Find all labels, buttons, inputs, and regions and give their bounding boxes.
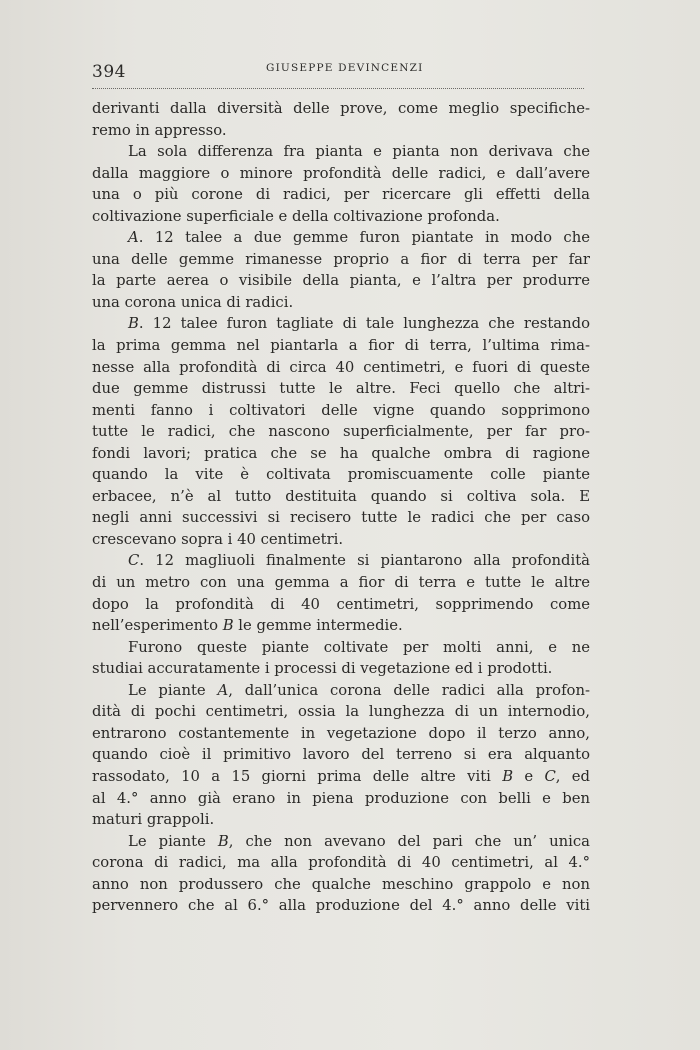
text-line: derivanti dalla diversità delle prove, come meglio specifiche- (92, 100, 590, 117)
text-line: una o più corone di radici, per ricercare gli effetti della (92, 186, 590, 204)
text-line: B. 12 talee furon tagliate di tale lunghezza che restando (128, 315, 590, 333)
text-line: erbacee, n’è al tutto destituita quando si coltiva sola. E (92, 487, 590, 505)
text-line: dalla maggiore o minore profondità delle radici, e dall’avere (92, 164, 590, 182)
running-title: GIUSEPPE DEVINCENZI (266, 62, 424, 74)
text-line: entrarono costantemente in vegetazione dopo il terzo anno, (92, 724, 590, 742)
text-line: nesse alla profondità di circa 40 centimetri, e fuori di queste (92, 358, 590, 376)
text-line: negli anni successivi si recisero tutte le radici che per caso (92, 509, 590, 527)
text-line: coltivazione superficiale e della coltivazione profonda. (92, 207, 500, 225)
text-line: due gemme distrussi tutte le altre. Feci quello che altri- (92, 380, 590, 398)
page-number: 394 (92, 62, 126, 82)
text-line: dità di pochi centimetri, ossia la lunghezza di un internodio, (92, 703, 590, 721)
text-line: corona di radici, ma alla profondità di 40 centimetri, al 4.° (92, 854, 590, 872)
text-line: menti fanno i coltivatori delle vigne quando sopprimono (92, 401, 590, 419)
text-line: crescevano sopra i 40 centimetri. (92, 530, 344, 548)
text-line: quando cioè il primitivo lavoro del terreno si era alquanto (92, 746, 590, 764)
text-line: maturi grappoli. (92, 811, 215, 829)
text-line: una corona unica di radici. (92, 293, 294, 311)
text-line: anno non produssero che qualche meschino grappolo e non (92, 875, 590, 893)
text-line: fondi lavori; pratica che se ha qualche ombra di ragione (92, 444, 590, 462)
text-line: tutte le radici, che nascono superficialmente, per far pro- (92, 423, 590, 441)
text-line: una delle gemme rimanesse proprio a fior di terra per far (92, 250, 590, 268)
text-line: quando la vite è coltivata promiscuamente colle piante (92, 466, 590, 484)
text-line: di un metro con una gemma a fior di terra e tutte le altre (92, 574, 590, 592)
text-line: studiai accuratamente i processi di vegetazione ed i prodotti. (92, 660, 553, 678)
text-line: pervennero che al 6.° alla produzione del 4.° anno delle viti (92, 897, 590, 915)
text-line: La sola differenza fra pianta e pianta non derivava che (128, 143, 590, 161)
text-line: C. 12 magliuoli finalmente si piantarono alla profondità (128, 552, 590, 570)
text-line: dopo la profondità di 40 centimetri, sopprimendo come (92, 595, 590, 613)
text-line: nell’esperimento B le gemme intermedie. (92, 617, 403, 635)
body-text (92, 98, 590, 917)
text-line: al 4.° anno già erano in piena produzione con belli e ben (92, 789, 590, 807)
text-line: la parte aerea o visibile della pianta, e l’altra per produrre (92, 272, 590, 290)
text-line: Le piante A, dall’unica corona delle radici alla profon- (128, 681, 590, 699)
text-line: Le piante B, che non avevano del pari che un’ unica (128, 832, 591, 850)
text-line: rassodato, 10 a 15 giorni prima delle altre viti B e C, ed (92, 767, 591, 785)
text-line: remo in appresso. (92, 121, 227, 139)
text-line: A. 12 talee a due gemme furon piantate in modo che (128, 229, 590, 247)
text-line: Furono queste piante coltivate per molti anni, e ne (128, 638, 590, 656)
text-line: la prima gemma nel piantarla a fior di terra, l’ultima rima- (92, 337, 590, 355)
header-dotted-rule (92, 88, 584, 89)
